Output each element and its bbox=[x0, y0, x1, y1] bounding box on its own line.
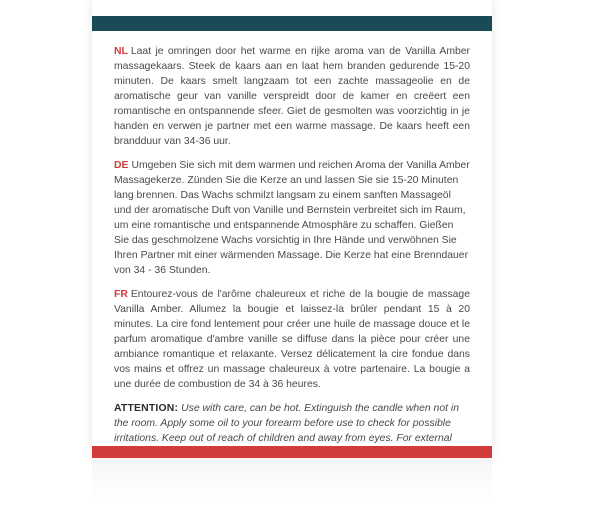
language-code-de: DE bbox=[114, 160, 129, 171]
attention-label: ATTENTION: bbox=[114, 403, 179, 414]
section-text-fr: Entourez-vous de l'arôme chaleureux et riche de la bougie de massage Vanilla Amber. Allumez la bougie et laissez-la brûler pendant 15 à 20 minutes. La cire fond lentement pour créer une huile de massage douce et le parfum aromatique d'ambre vanille se diffuse dans la pièce pour créer une ambiance romantique et relaxante. Versez délicatement la cire fondue dans vos mains et offrez un massage chaleureux à votre partenaire. La bougie a une durée de combustion de 34 à 36 heures. bbox=[114, 289, 470, 390]
section-text-nl: Laat je omringen door het warme en rijke aroma van de Vanilla Amber massagekaars. Steek de kaars aan en laat hem branden gedurende 15-20 minuten. De kaars smelt langzaam tot een zachte massageolie en de aromatische geur van vanille verspreidt door de kamer en creëert een romantische en ontspannende sfeer. Giet de gesmolten was voorzichtig in je handen en verwen je partner met een warme massage. De kaars heeft een brandduur van 34-36 uur. bbox=[114, 46, 470, 147]
top-color-band bbox=[92, 16, 492, 31]
section-fr bbox=[114, 287, 470, 392]
attention-text: Use with care, can be hot. Extinguish the candle when not in the room. Apply some oil to your forearm before use to check for possible irritations. Keep out of reach of children and away from eyes. For external bbox=[114, 403, 459, 444]
section-text-de: Umgeben Sie sich mit dem warmen und reichen Aroma der Vanilla Amber Massagekerze. Zünden Sie die Kerze an und lassen Sie sie 15-20 Minuten lang brennen. Das Wachs schmilzt langsam zu einem sanften Massageöl und der aromatische Duft von Vanille und Bernstein verbreitet sich im Raum, um eine romantische und entspannende Atmosphäre zu schaffen. Gießen Sie das geschmolzene Wachs vorsichtig in Ihre Hände und verwöhnen Sie Ihren Partner mit einer wärmenden Massage. Die Kerze hat eine Brenndauer von 34 - 36 Stunden. bbox=[114, 160, 470, 276]
section-de bbox=[114, 158, 470, 278]
bottom-color-band bbox=[92, 446, 492, 458]
language-code-nl: NL bbox=[114, 46, 128, 57]
instruction-card bbox=[92, 0, 492, 458]
language-code-fr: FR bbox=[114, 289, 128, 300]
card-reflection bbox=[92, 460, 492, 500]
instruction-content bbox=[114, 44, 470, 470]
section-nl bbox=[114, 44, 470, 149]
